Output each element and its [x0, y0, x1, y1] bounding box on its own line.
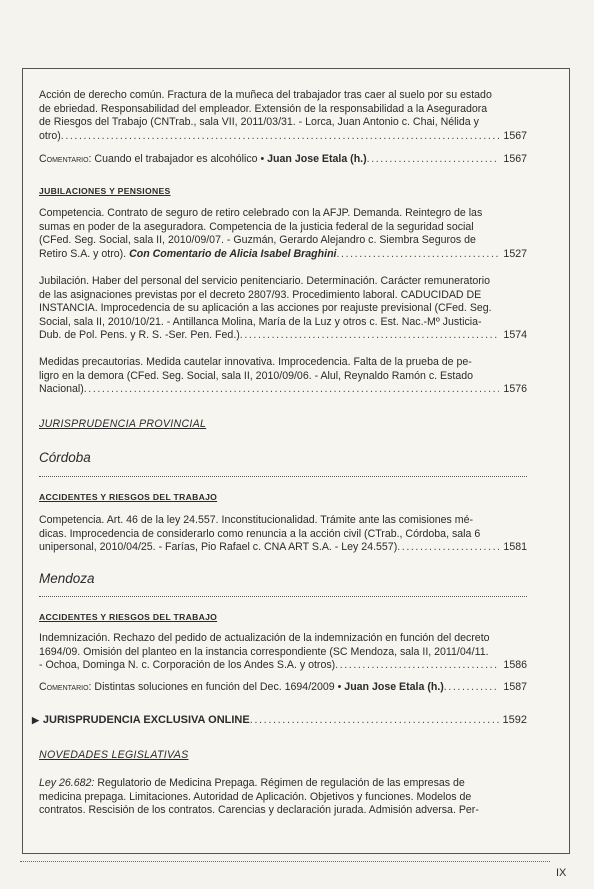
entry-line: ligro en la demora (CFed. Seg. Social, sala II, 2010/09/06. - Alul, Reynaldo Ramón c. Estado [39, 369, 473, 382]
entry-line: unipersonal, 2010/04/25. - Farías, Pio Rafael c. CNA ART S.A. - Ley 24.557) [39, 541, 398, 554]
entry-line: de Riesgos del Trabajo (CNTrab., sala VII, 2011/03/31. - Lorca, Juan Antonio c. Chai, Nélida y [39, 116, 479, 129]
page-number: 1581 [503, 541, 527, 554]
entry-line: otro) [39, 129, 61, 142]
leader-dots [336, 248, 499, 262]
entry-line: de las asignaciones previstas por el decreto 2807/93. Procedimiento laboral. CADUCIDAD DE [39, 288, 482, 301]
page-number: 1527 [503, 247, 527, 260]
triangle-right-icon: ▶ [32, 715, 39, 725]
dotted-rule [39, 476, 527, 477]
entry-line: Jubilación. Haber del personal del servicio penitenciario. Determinación. Carácter remuneratorio [39, 275, 491, 287]
entry-line: Indemnización. Rechazo del pedido de actualización de la indemnización en función del decreto [39, 632, 490, 644]
entry-line: Retiro S.A. y otro). [39, 247, 130, 260]
entry-line: Regulatorio de Medicina Prepaga. Régimen de regulación de las empresas de [94, 777, 465, 789]
comment-author: Juan Jose Etala (h.) [344, 681, 444, 693]
entry-line: Acción de derecho común. Fractura de la muñeca del trabajador tras caer al suelo por su estado [39, 89, 492, 101]
entry-line: contratos. Rescisión de los contratos. Carencias y declaración jurada. Admisión adversa. Per- [39, 804, 479, 817]
section-heading: ACCIDENTES Y RIESGOS DEL TRABAJO [39, 492, 218, 502]
section-heading: NOVEDADES LEGISLATIVAS [39, 749, 189, 761]
leader-dots [444, 681, 500, 695]
online-entry [32, 714, 527, 726]
dotted-rule [39, 596, 527, 597]
entry-line: 1694/09. Omisión del planteo en la instancia correspondiente (SC Mendoza, sala II, 2011/04/11. [39, 645, 489, 658]
section-heading: JUBILACIONES Y PENSIONES [39, 186, 171, 196]
leader-dots [240, 329, 500, 343]
page-number: 1574 [503, 329, 527, 342]
comment-label: Comentario: [39, 153, 92, 165]
page-number: 1587 [503, 681, 527, 693]
leader-dots [61, 130, 500, 144]
leader-dots [367, 153, 500, 167]
bottom-dotted-rule [20, 861, 550, 862]
leader-dots [397, 541, 499, 555]
entry-line: Competencia. Art. 46 de la ley 24.557. Inconstitucionalidad. Trámite ante las comisiones mé- [39, 514, 473, 526]
index-entry [39, 207, 527, 261]
entry-line: medicina prepaga. Limitaciones. Autoridad de Aplicación. Objetivos y funciones. Modelos de [39, 790, 472, 803]
section-heading: JURISPRUDENCIA PROVINCIAL [39, 418, 207, 430]
leader-dots [84, 383, 500, 397]
entry-line: Medidas precautorias. Medida cautelar innovativa. Improcedencia. Falta de la prueba de pe- [39, 356, 472, 368]
index-entry [39, 514, 527, 555]
index-entry [39, 89, 527, 143]
comment-entry [39, 153, 527, 167]
comment-author: Con Comentario de Alicia Isabel Braghini [129, 247, 337, 260]
index-entry [39, 356, 527, 397]
page-folio: IX [556, 867, 567, 879]
leader-dots [250, 714, 499, 726]
entry-line: Competencia. Contrato de seguro de retiro celebrado con la AFJP. Demanda. Reintegro de las [39, 207, 483, 219]
page-number: 1567 [503, 129, 527, 142]
province-heading: Córdoba [39, 450, 91, 465]
entry-line: de ebriedad. Responsabilidad del empleador. Extensión de la responsabilidad a la Aseguradora [39, 102, 488, 115]
page-number: 1567 [503, 153, 527, 165]
section-heading: ACCIDENTES Y RIESGOS DEL TRABAJO [39, 612, 218, 622]
leader-dots [335, 659, 499, 673]
entry-line: dicas. Improcedencia de considerarlo como renuncia a la acción civil (CTrab., Córdoba, sala 6 [39, 527, 481, 540]
comment-author: Juan Jose Etala (h.) [267, 153, 367, 165]
entry-line: sumas en poder de la aseguradora. Competencia de la justicia federal de la seguridad social [39, 220, 474, 233]
comment-entry [39, 681, 527, 695]
online-heading: JURISPRUDENCIA EXCLUSIVA ONLINE [42, 714, 250, 726]
index-entry [39, 777, 527, 818]
entry-line: - Ochoa, Dominga N. c. Corporación de los Andes S.A. y otros) [39, 659, 336, 672]
entry-line: INSTANCIA. Improcedencia de su aplicación a las acciones por reajuste previsional (CFed. Seg. [39, 302, 492, 315]
comment-text: Distintas soluciones en función del Dec. 1694/2009 • [94, 681, 345, 693]
entry-line: Dub. de Pol. Pens. y R. S. -Ser. Pen. Fed.) [39, 329, 240, 342]
page-number: 1576 [503, 383, 527, 396]
entry-line: Social, sala II, 2010/10/21. - Antillanca Molina, María de la Luz y otros c. Est. Nac.-Mº Justicia- [39, 315, 482, 328]
entry-line: Nacional) [39, 383, 84, 396]
law-number: Ley 26.682: [39, 777, 95, 789]
comment-label: Comentario: [39, 681, 92, 693]
page-number: 1586 [503, 659, 527, 672]
comment-text: Cuando el trabajador es alcohólico • [94, 153, 268, 165]
page-number: 1592 [502, 714, 527, 726]
province-heading: Mendoza [39, 571, 95, 586]
index-entry [39, 632, 527, 673]
index-entry [39, 275, 527, 343]
entry-line: (CFed. Seg. Social, sala II, 2010/09/07. - Guzmán, Gerardo Alejandro c. Siembra Seguros de [39, 234, 476, 247]
